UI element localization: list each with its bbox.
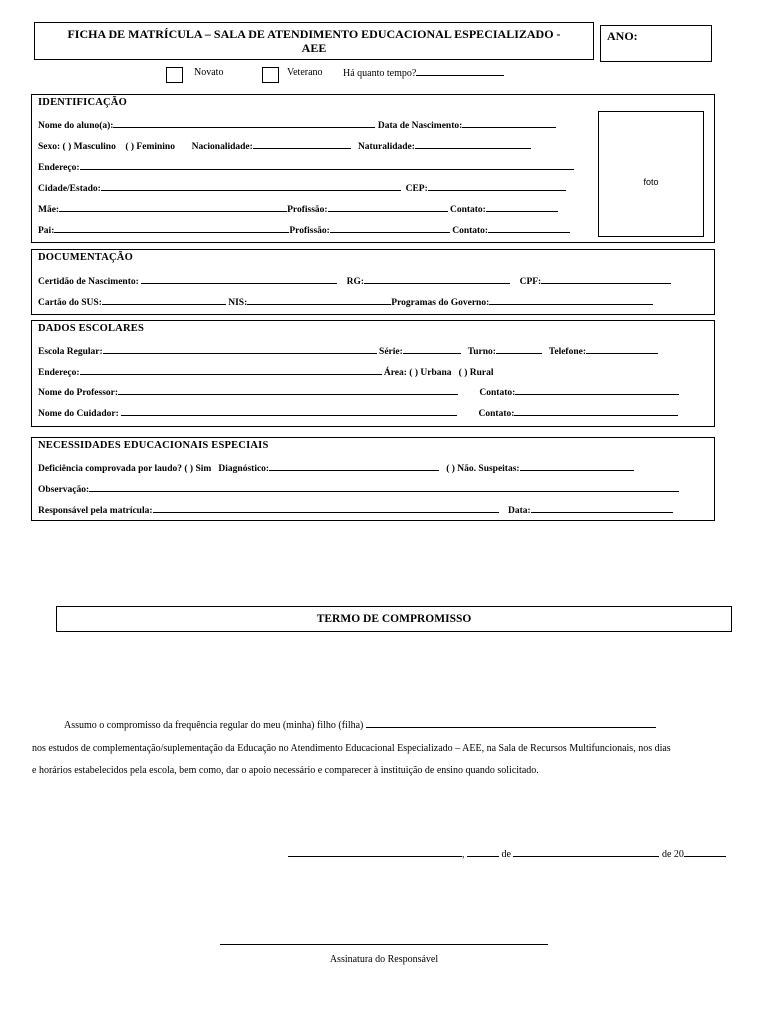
deficiencia-label: Deficiência comprovada por laudo? ( ) Sim: [38, 464, 212, 474]
de-label-1: de: [501, 849, 511, 860]
endereco-label: Endereço:: [38, 163, 80, 173]
certidao-label: Certidão de Nascimento:: [38, 277, 139, 287]
sexo-label: Sexo: ( ) Masculino: [38, 142, 116, 152]
termo-text3: e horários estabelecidos pela escola, bem como, dar o apoio necessário e comparecer à instituição de ensino quando solicitado.: [32, 765, 539, 776]
signature-line[interactable]: [220, 944, 548, 945]
programas-label: Programas do Governo:: [391, 298, 490, 308]
area-label: Área: ( ) Urbana: [383, 368, 452, 378]
pai-contato-label: Contato:: [452, 226, 489, 236]
novato-label: Novato: [194, 67, 224, 78]
nome-aluno-label: Nome do aluno(a):: [38, 121, 114, 131]
veterano-label: Veterano: [287, 67, 323, 78]
termo-line1[interactable]: [64, 714, 656, 738]
form-title: [34, 27, 594, 55]
nao-suspeitas-label: ( ) Não. Suspeitas:: [446, 464, 520, 474]
novato-checkbox[interactable]: [166, 67, 183, 83]
mae-label: Mãe:: [38, 205, 60, 215]
data-label: Data:: [508, 506, 531, 516]
documentacao-title: DOCUMENTAÇÃO: [38, 252, 133, 263]
rg-label: RG:: [346, 277, 365, 287]
professor-label: Nome do Professor:: [38, 388, 119, 398]
cpf-label: CPF:: [519, 277, 542, 287]
observacao-label: Observação:: [38, 485, 90, 495]
professor-field[interactable]: [38, 386, 679, 398]
sus-label: Cartão do SUS:: [38, 298, 102, 308]
pai-label: Pai:: [38, 226, 55, 236]
escola-label: Escola Regular:: [38, 347, 103, 357]
form-title-line2: AEE: [301, 41, 327, 55]
escolares-title: DADOS ESCOLARES: [38, 323, 144, 334]
observacao-field[interactable]: [38, 483, 679, 495]
cuidador-contato-label: Contato:: [478, 409, 515, 419]
de-label-2: de 20: [661, 849, 684, 860]
data-nascimento-label: Data de Nascimento:: [377, 121, 463, 131]
photo-label: foto: [643, 177, 659, 187]
mae-contato-label: Contato:: [449, 205, 486, 215]
cuidador-field[interactable]: [38, 407, 678, 419]
escola-endereco-label: Endereço:: [38, 368, 80, 378]
cidade-label: Cidade/Estado:: [38, 184, 101, 194]
nome-aluno-field[interactable]: [38, 119, 556, 131]
identificacao-title: IDENTIFICAÇÃO: [38, 97, 127, 108]
cidade-field[interactable]: [38, 182, 566, 194]
signature-label: Assinatura do Responsável: [329, 954, 439, 965]
veterano-checkbox[interactable]: [262, 67, 279, 83]
responsavel-field[interactable]: [38, 504, 673, 516]
nacionalidade-label: Nacionalidade:: [191, 142, 253, 152]
sexo-field[interactable]: [38, 140, 531, 152]
deficiencia-field[interactable]: [38, 462, 634, 474]
pai-field[interactable]: [38, 224, 570, 236]
ano-label: ANO:: [607, 29, 638, 43]
sus-field[interactable]: [38, 296, 653, 308]
rural-label: ( ) Rural: [458, 368, 494, 378]
naturalidade-label: Naturalidade:: [357, 142, 415, 152]
diagnostico-label: Diagnóstico:: [218, 464, 270, 474]
feminino-label: ( ) Feminino: [125, 142, 175, 152]
form-title-line1: FICHA DE MATRÍCULA – SALA DE ATENDIMENTO EDUCACIONAL ESPECIALIZADO -: [67, 27, 561, 41]
mae-field[interactable]: [38, 203, 558, 215]
cuidador-label: Nome do Cuidador:: [38, 409, 119, 419]
termo-text2: nos estudos de complementação/suplementação da Educação no Atendimento Educacional Especializado – AEE, na Sala de Recursos Multifuncionais, nos dias: [32, 743, 671, 754]
termo-title: TERMO DE COMPROMISSO: [316, 613, 472, 625]
endereco-field[interactable]: [38, 161, 574, 173]
responsavel-label: Responsável pela matrícula:: [38, 506, 153, 516]
telefone-label: Telefone:: [548, 347, 587, 357]
photo-box: [598, 111, 704, 237]
ha-quanto-label: Há quanto tempo?: [343, 68, 417, 79]
turno-label: Turno:: [467, 347, 496, 357]
pai-profissao-label: Profissão:: [289, 226, 330, 236]
nis-label: NIS:: [228, 298, 248, 308]
local-data-field[interactable]: , de de 20: [288, 843, 726, 867]
mae-profissao-label: Profissão:: [287, 205, 328, 215]
termo-text1: Assumo o compromisso da frequência regular do meu (minha) filho (filha): [64, 720, 364, 731]
cep-label: CEP:: [405, 184, 428, 194]
professor-contato-label: Contato:: [479, 388, 516, 398]
necessidades-title: NECESSIDADES EDUCACIONAIS ESPECIAIS: [38, 440, 269, 451]
serie-label: Série:: [379, 347, 403, 357]
certidao-field[interactable]: [38, 275, 671, 287]
ha-quanto-field[interactable]: [343, 67, 504, 79]
escola-field[interactable]: [38, 345, 658, 357]
escola-endereco-field[interactable]: [38, 366, 493, 378]
